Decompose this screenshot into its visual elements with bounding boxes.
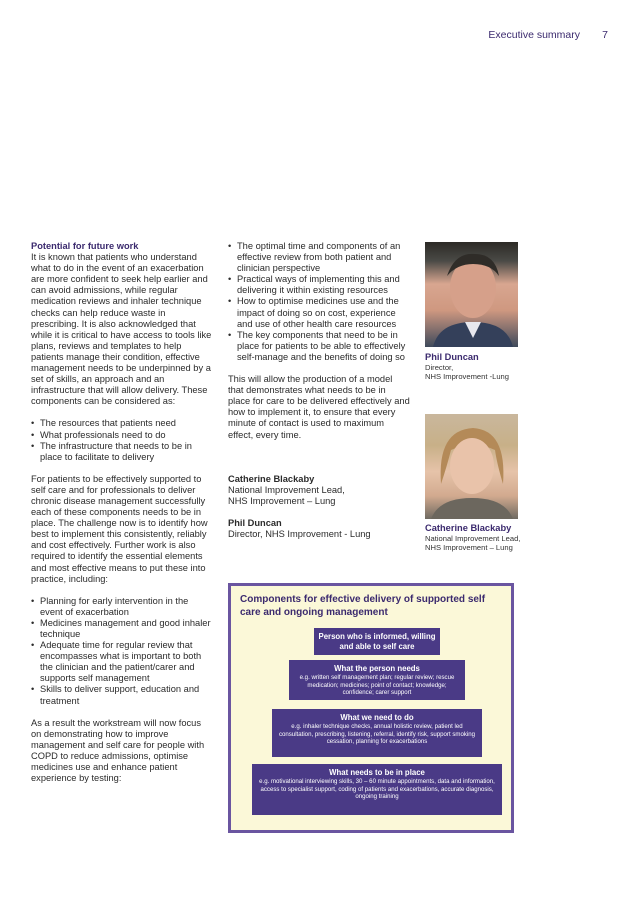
middle-column — [228, 241, 410, 540]
paragraph: It is known that patients who understand what to do in the event of an exacerbation are more confident to seek help earlier and can avoid admissions, while regular medication reviews and inhaler technique checks can help reduce waste in prescribing. It is also acknowledged that while it is critical to have access to tools like plans, reviews and templates to help patients manage their condition, effective management needs to be underpinned by a set of skills, an approach and an infrastructure that will allow delivery. These components can be considered as: — [31, 252, 212, 407]
caption-name: Catherine Blackaby — [425, 523, 512, 533]
tier-description: e.g. written self management plan; regular review; rescue medication; medicines; point of contact; knowledge; confidence; carer support — [299, 673, 455, 697]
tier-title: What the person needs — [334, 664, 420, 673]
list-item: • Practical ways of implementing this and delivering it within existing resources — [228, 274, 410, 296]
diagram-tier — [289, 660, 465, 700]
tier-title: What needs to be in place — [329, 768, 425, 777]
list-item: • The key components that need to be in place for patients to be able to effectively self-manage and the benefits of doing so — [228, 330, 410, 363]
diagram-title: Components for effective delivery of supported self care and ongoing management — [240, 594, 486, 618]
paragraph: This will allow the production of a model that demonstrates what needs to be in place for care to be delivered effectively and how to implement it, to ensure that every minute of contact is used to maximum effect, every time. — [228, 374, 410, 440]
portrait-placeholder-icon — [425, 242, 518, 347]
list-item: • Adequate time for regular review that encompasses what is important to both the clinician and the patient/carer and supports self management — [31, 640, 213, 684]
list-item: • How to optimise medicines use and the impact of doing so on cost, experience and use of other health care resources — [228, 296, 410, 329]
photo-caption — [425, 352, 535, 381]
diagram-tier — [314, 628, 440, 655]
list-item: • Planning for early intervention in the event of exacerbation — [31, 596, 213, 618]
list-item: • The infrastructure that needs to be in place to facilitate to delivery — [31, 441, 213, 463]
photo-caption — [425, 523, 535, 552]
tier-title: Person who is informed, willing and able to self care — [318, 632, 436, 651]
page-number: 7 — [602, 29, 608, 41]
list-item: • The resources that patients need — [31, 418, 213, 429]
list-item: • The optimal time and components of an effective review from both patient and clinician perspective — [228, 241, 410, 274]
diagram-tier — [272, 709, 482, 757]
signature-name: Phil Duncan — [228, 517, 282, 528]
paragraph: As a result the workstream will now focus on demonstrating how to improve management and self care for people with COPD to reduce admissions, optimise medicines use and enhance patient experience by testing: — [31, 717, 205, 784]
portrait-placeholder-icon — [425, 414, 518, 519]
bullet-list — [31, 596, 213, 707]
paragraph: For patients to be effectively supported to self care and for professionals to deliver chronic disease management successfully each of these components needs to be in place. The challenge now is to identify how best to implement this consistently, reliably and cost effectively. Further work is also required to identify the essential elements and most effective means to put these into practice, including: — [31, 473, 208, 584]
signature-role: Director, NHS Improvement - Lung — [228, 528, 371, 539]
signature-org: NHS Improvement – Lung — [228, 495, 336, 506]
portrait-photo — [425, 242, 518, 347]
caption-org: NHS Improvement -Lung — [425, 372, 509, 382]
section-heading: Potential for future work — [31, 241, 139, 251]
bullet-list — [31, 418, 213, 462]
diagram-tier — [252, 764, 502, 815]
tier-description: e.g. inhaler technique checks, annual holistic review, patient led consultation, prescribing, listening, referral, identify risk, support smoking cessation, planning for exacerbations — [278, 722, 476, 746]
caption-name: Phil Duncan — [425, 352, 479, 362]
signature-name: Catherine Blackaby — [228, 473, 315, 484]
list-item: • Skills to deliver support, education and treatment — [31, 684, 213, 706]
portrait-photo — [425, 414, 518, 519]
caption-role: Director, — [425, 363, 454, 372]
section-title: Executive summary — [488, 29, 580, 41]
list-item: • What professionals need to do — [31, 430, 213, 441]
tier-description: e.g. motivational interviewing skills, 30 – 60 minute appointments, data and information, access to specialist support, coding of patients and exacerbations, accurate diagnosis, ongoing training — [259, 777, 495, 801]
caption-org: NHS Improvement – Lung — [425, 543, 513, 553]
left-column — [31, 241, 213, 784]
bullet-list — [228, 241, 410, 363]
components-diagram — [228, 583, 514, 833]
signature-role: National Improvement Lead, — [228, 484, 345, 495]
caption-role: National Improvement Lead, — [425, 534, 521, 543]
list-item: • Medicines management and good inhaler technique — [31, 618, 213, 640]
tier-title: What we need to do — [340, 713, 414, 722]
